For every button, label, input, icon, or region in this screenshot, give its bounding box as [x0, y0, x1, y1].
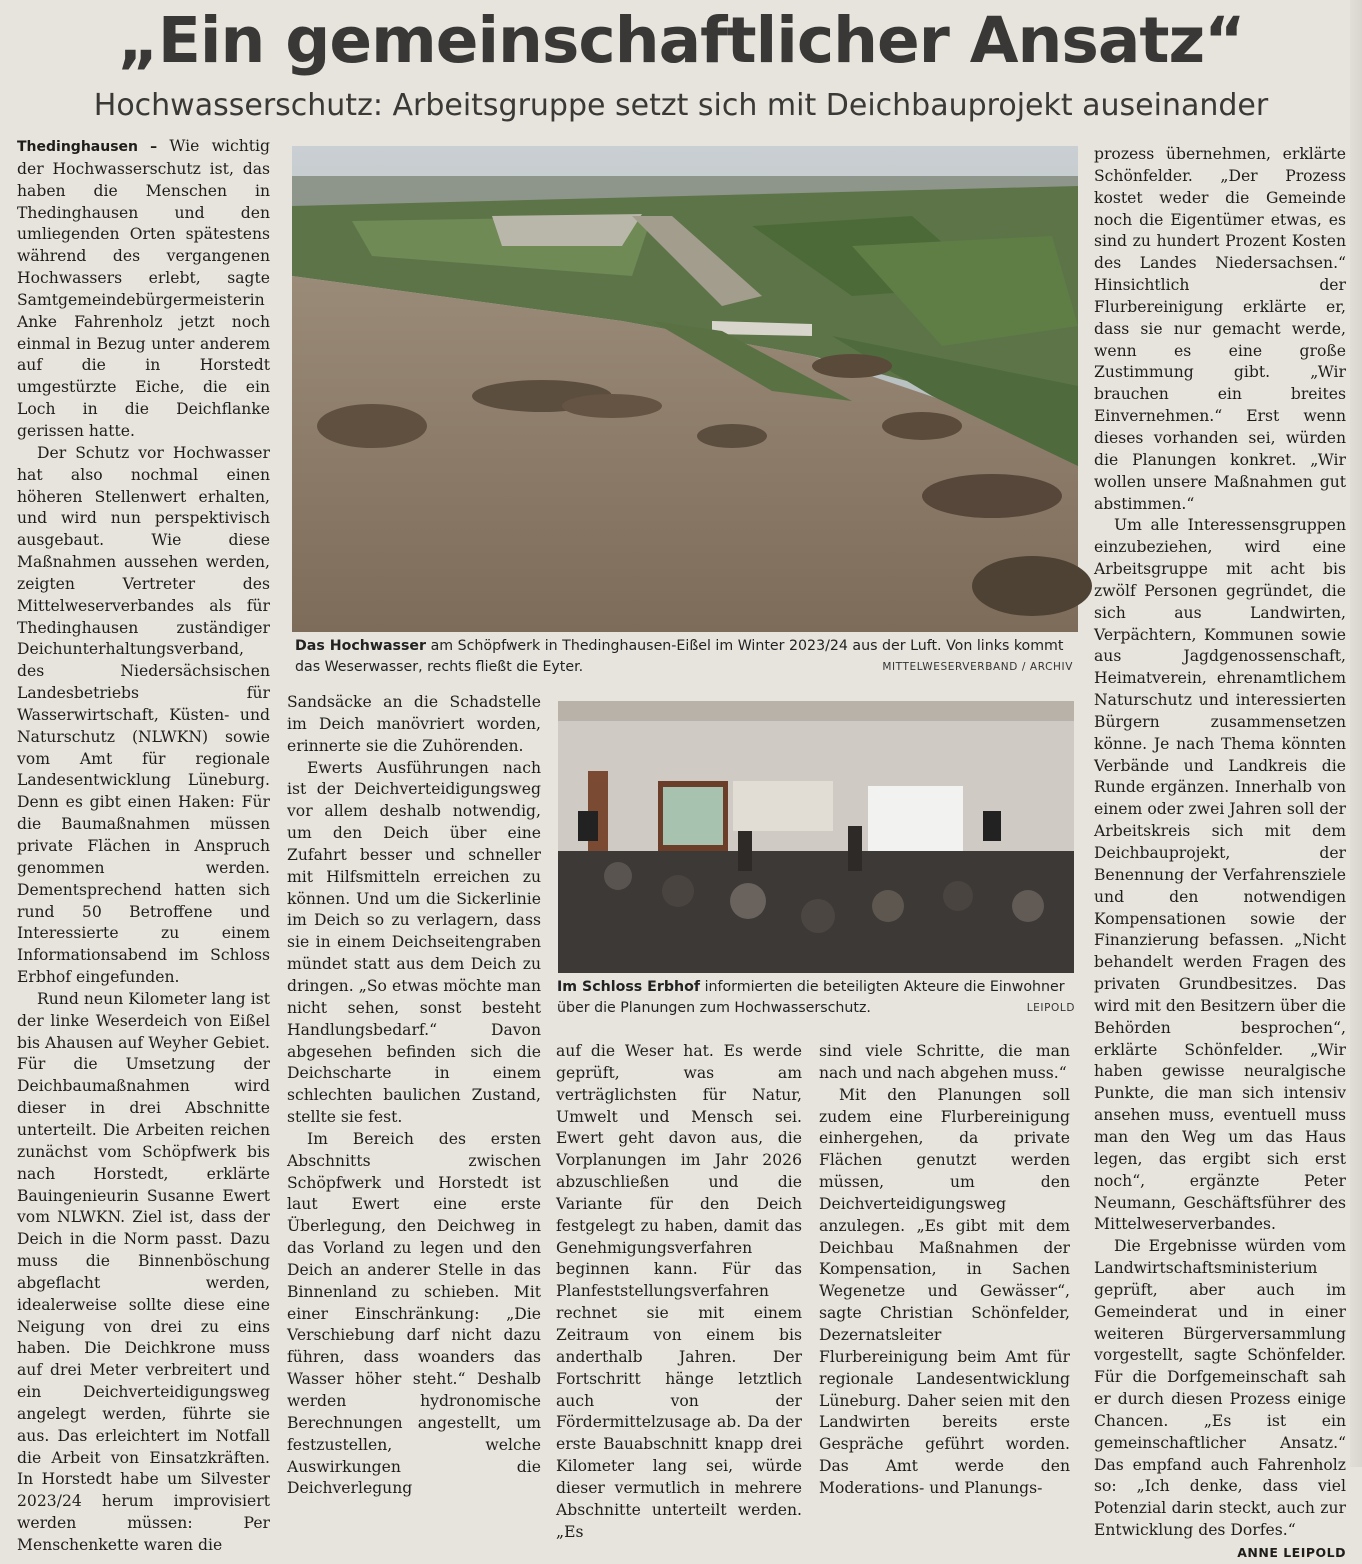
flood-caption-lead: Das Hochwasser [295, 638, 427, 654]
meeting-caption-text: informierten die beteiligten Akteure die Einwohner über die Planungen zum Hochwasserschutz. [557, 979, 1065, 1016]
paragraph-3: Rund neun Kilometer lang ist der linke Weserdeich von Eißel bis Ahausen auf Weyher Gebiet. Für die Umsetzung der Deichbaumaßnahmen wird dieser in drei Abschnitte unterteilt. Die Arbeiten reichen zunächst vom Schöpfwerk bis nach Horstedt, erklärte Bauingenieurin Susanne Ewert vom NLWKN. Ziel ist, dass der Deich in die Norm passt. Dazu muss die Binnenböschung abgeflacht werden, idealerweise sollte diese eine Neigung von drei zu eins haben. Die Deichkrone muss auf drei Meter verbreitert und ein Deichverteidigungsweg angelegt werden, führte sie aus. Das erleichtert im Notfall die Arbeit von Einsatzkräften. In Horstedt habe um Silvester 2023/24 herum improvisiert werden müssen: Per Menschenkette waren die [17, 989, 270, 1554]
article-column-1 [17, 136, 270, 1554]
flood-photo-credit: MITTELWESERVERBAND / ARCHIV [882, 661, 1073, 673]
meeting-caption-lead: Im Schloss Erbhof [557, 979, 701, 995]
meeting-photo-caption [557, 977, 1075, 1019]
subheadline: Hochwasserschutz: Arbeitsgruppe setzt sich mit Deichbauprojekt auseinander [93, 88, 1269, 123]
flood-caption-text: am Schöpfwerk in Thedinghausen-Eißel im Winter 2023/24 aus der Luft. Von links kommt das Weserwasser, rechts fließt die Eyter. [295, 638, 1064, 675]
paragraph-8: sind viele Schritte, die man nach und nach abgehen muss.“ [819, 1042, 1070, 1082]
paragraph-7: auf die Weser hat. Es werde geprüft, was am verträglichsten für Natur, Umwelt und Mensch sei. Ewert geht davon aus, die Vorplanungen im Jahr 2026 abzuschließen und die Variante für den Deich festgelegt zu haben, damit das Genehmigungsverfahren beginnen kann. Für das Planfeststellungsverfahren rechnet sie mit einem Zeitraum von einem bis anderthalb Jahren. Der Fortschritt hänge letztlich auch von der Fördermittelzusage ab. Da der erste Bauabschnitt knapp drei Kilometer lang sei, würde dieser vermutlich in mehrere Abschnitte unterteilt werden. „Es [556, 1042, 802, 1541]
meeting-photo-credit: LEIPOLD [1026, 1002, 1075, 1014]
author-byline: ANNE LEIPOLD [1237, 1545, 1346, 1560]
paragraph-5: Ewerts Ausführungen nach ist der Deichverteidigungsweg vor allem deshalb notwendig, um den Deich über eine Zufahrt besser und schneller mit Hilfsmitteln erreichen zu können. Und um die Sickerlinie im Deich so zu verlagern, dass sie in einem Deichseitengraben mündet statt aus dem Deich zu dringen. „So etwas möchte man nicht sehen, sonst besteht Handlungsbedarf.“ Davon abgesehen befinden sich die Deichscharte in einem schlechten baulichen Zustand, stellte sie fest. [287, 758, 541, 1127]
article-column-2 [287, 692, 541, 1498]
paragraph-2: Der Schutz vor Hochwasser hat also nochmal einen höheren Stellenwert erhalten, und wird nun perspektivisch ausgebaut. Wie diese Maßnahmen aussehen werden, zeigten Vertreter des Mittelweserverbandes als für Thedinghausen zuständiger Deichunterhaltungsverband, des Niedersächsischen Landesbetriebs für Wasserwirtschaft, Küsten- und Naturschutz (NLWKN) sowie vom Amt für regionale Landesentwicklung Lüneburg. Denn es gibt einen Haken: Für die Baumaßnahmen müssen private Flächen in Anspruch genommen werden. Dementsprechend hatten sich rund 50 Betroffene und Interessierte zu einem Informationsabend im Schloss Erbhof eingefunden. [17, 443, 270, 987]
paragraph-12 [1094, 1236, 1346, 1560]
adjacent-page-edge [1350, 0, 1362, 1467]
dateline: Thedinghausen – [17, 139, 158, 155]
paragraph-9: Mit den Planungen soll zudem eine Flurbereinigung einhergehen, da private Flächen genutzt werden müssen, um den Deichverteidigungsweg anzulegen. „Es gibt mit dem Deichbau Maßnahmen der Kompensation, in Sachen Wegenetze und Gewässer“, sagte Christian Schönfelder, Dezernatsleiter Flurbereinigung beim Amt für regionale Landesentwicklung Lüneburg. Daher seien mit den Landwirten bereits erste Gespräche geführt worden. Das Amt werde den Moderations- und Planungs- [819, 1085, 1070, 1497]
meeting-hall-illustration [558, 701, 1074, 973]
flood-photo-caption [295, 636, 1073, 678]
paragraph-1 [17, 136, 270, 443]
paragraph-6: Im Bereich des ersten Abschnitts zwischen Schöpfwerk und Horstedt ist laut Ewert eine erste Überlegung, den Deichweg in das Vorland zu legen und den Deich an anderer Stelle in das Binnenland zu schieben. Mit einer Einschränkung: „Die Verschiebung darf nicht dazu führen, dass woanders das Wasser höher steht.“ Deshalb werden hydronomische Berechnungen angestellt, um festzustellen, welche Auswirkungen die Deichverlegung [287, 1129, 541, 1498]
article-column-4 [819, 1041, 1070, 1497]
article-column-3 [556, 1041, 802, 1541]
paragraph-10: prozess übernehmen, erklärte Schönfelder. „Der Prozess kostet weder die Gemeinde noch die Eigentümer etwas, es sind zu hundert Prozent Kosten des Landes Niedersachsen.“ Hinsichtlich der Flurbereinigung erklärte er, dass sie nur gemacht werde, wenn es eine große Zustimmung gibt. „Wir brauchen ein breites Einvernehmen.“ Erst wenn dieses vorhanden sei, würden die Planungen konkret. „Wir wollen unsere Maßnahmen gut abstimmen.“ [1094, 145, 1346, 513]
paragraph-4: Sandsäcke an die Schadstelle im Deich manövriert worden, erinnerte sie die Zuhörenden. [287, 693, 541, 755]
paragraph-12-text: Die Ergebnisse würden vom Landwirtschaftsministerium geprüft, aber auch im Gemeinderat und in einer weiteren Bürgerversammlung vorgestellt, sagte Schönfelder. Für die Dorfgemeinschaft sah er durch diesen Prozess einige Chancen. „Es ist ein gemeinschaftlicher Ansatz.“ Das empfand auch Fahrenholz so: „Ich denke, dass viel Potenzial darin steckt, auch zur Entwicklung des Dorfes.“ [1094, 1237, 1346, 1540]
article-column-5 [1094, 144, 1346, 1560]
paragraph-1-text: Wie wichtig der Hochwasserschutz ist, das haben die Menschen in Thedinghausen und den umliegenden Orten spätestens während des vergangenen Hochwassers erlebt, sagte Samtgemeindebürgermeisterin Anke Fahrenholz jetzt noch einmal in Bezug unter anderem auf die in Horstedt umgestürzte Eiche, die ein Loch in die Deichflanke gerissen hatte. [17, 137, 270, 440]
flood-aerial-illustration [292, 146, 1078, 632]
meeting-photo [558, 701, 1074, 973]
flood-aerial-photo [292, 146, 1078, 632]
headline: „Ein gemeinschaftlicher Ansatz“ [117, 4, 1245, 77]
paragraph-11: Um alle Interessensgruppen einzubeziehen, wird eine Arbeitsgruppe mit acht bis zwölf Personen gegründet, die sich aus Landwirten, Verpächtern, Kommunen sowie aus Jagdgenossenschaft, Heimatverein, ehrenamtlichem Naturschutz und interessierten Bürgern zusammensetzen könne. Je nach Thema könnten Verbände und Landkreis die Runde ergänzen. Innerhalb von einem oder zwei Jahren soll der Arbeitskreis sich mit dem Deichbauprojekt, der Benennung der Verfahrensziele und den notwendigen Kompensationen sowie der Finanzierung befassen. „Nicht behandelt werden Fragen des privaten Grundbesitzes. Das wird mit den Besitzern über die Behörden besprochen“, erklärte Schönfelder. „Wir haben gewisse neuralgische Punkte, die man sich intensiv ansehen muss, eventuell muss man den Weg um das Haus legen, das ergibt sich erst noch“, ergänzte Peter Neumann, Geschäftsführer des Mittelweserverbandes. [1094, 516, 1346, 1234]
